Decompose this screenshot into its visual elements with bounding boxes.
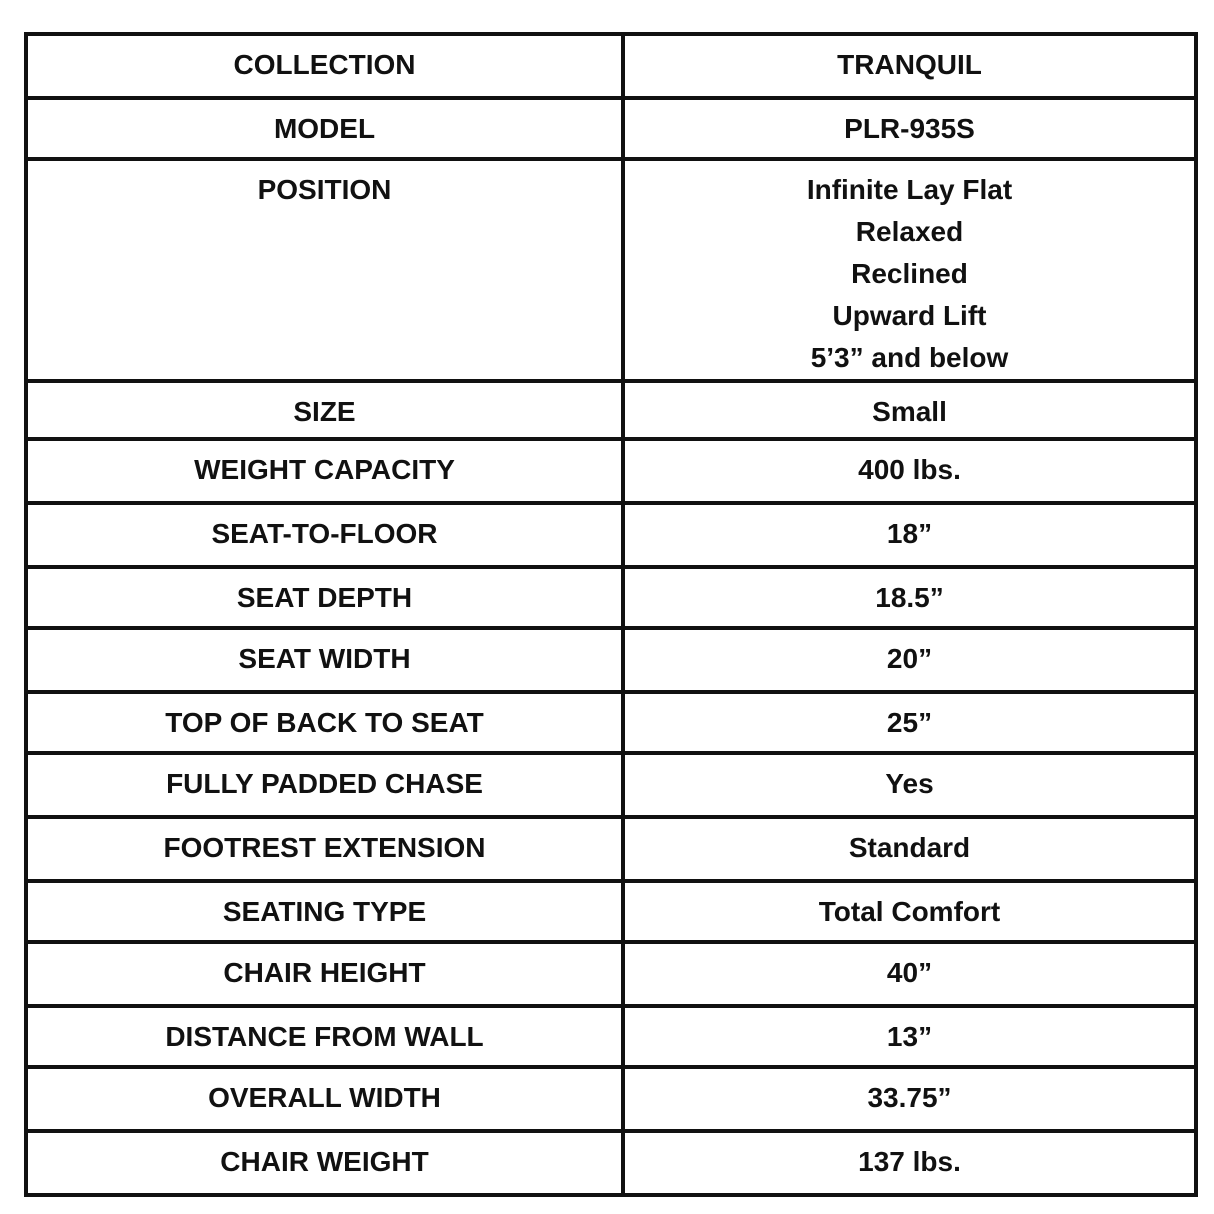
spec-row: [26, 439, 1196, 503]
spec-label: SEATING TYPE: [26, 881, 623, 942]
spec-value-line: 5’3” and below: [810, 342, 1009, 373]
spec-row: [26, 381, 1196, 439]
spec-value: [623, 942, 1196, 1006]
spec-value: [623, 817, 1196, 881]
spec-value-line: 40”: [886, 957, 933, 988]
spec-value-line: Small: [872, 396, 947, 427]
spec-row: [26, 34, 1196, 98]
spec-label: COLLECTION: [26, 34, 623, 98]
spec-value-line: 33.75”: [867, 1082, 952, 1113]
spec-value-line: TRANQUIL: [837, 49, 982, 80]
spec-value-line: Standard: [848, 832, 971, 863]
spec-row: [26, 1131, 1196, 1195]
spec-value-line: 18”: [886, 518, 933, 549]
spec-row: [26, 1067, 1196, 1131]
spec-label: CHAIR WEIGHT: [26, 1131, 623, 1195]
spec-row: [26, 817, 1196, 881]
spec-value-line: PLR-935S: [844, 113, 975, 144]
spec-table: [24, 32, 1198, 1197]
spec-value-line: 20”: [886, 643, 933, 674]
spec-row: [26, 753, 1196, 817]
spec-value: [623, 753, 1196, 817]
spec-value-line: Infinite Lay Flat: [806, 174, 1013, 205]
spec-row: [26, 159, 1196, 381]
spec-label: DISTANCE FROM WALL: [26, 1006, 623, 1067]
spec-value: [623, 1006, 1196, 1067]
spec-row: [26, 692, 1196, 753]
spec-row: [26, 628, 1196, 692]
spec-value: [623, 439, 1196, 503]
spec-label: TOP OF BACK TO SEAT: [26, 692, 623, 753]
spec-value-line: Total Comfort: [818, 896, 1001, 927]
spec-label: WEIGHT CAPACITY: [26, 439, 623, 503]
spec-row: [26, 1006, 1196, 1067]
spec-value: [623, 567, 1196, 628]
spec-value: [623, 34, 1196, 98]
spec-row: [26, 881, 1196, 942]
spec-label: OVERALL WIDTH: [26, 1067, 623, 1131]
spec-label: SEAT DEPTH: [26, 567, 623, 628]
spec-table-body: [26, 34, 1196, 1195]
spec-label: FOOTREST EXTENSION: [26, 817, 623, 881]
spec-label: SEAT-TO-FLOOR: [26, 503, 623, 567]
spec-value-line: 18.5”: [875, 582, 944, 613]
spec-value-line: Relaxed: [855, 216, 964, 247]
spec-label: POSITION: [26, 159, 623, 381]
spec-row: [26, 942, 1196, 1006]
spec-value: [623, 628, 1196, 692]
spec-value-line: 13”: [886, 1021, 933, 1052]
spec-value-line: Reclined: [851, 258, 968, 289]
spec-value: [623, 1067, 1196, 1131]
spec-value: [623, 98, 1196, 159]
spec-value-line: 400 lbs.: [858, 454, 961, 485]
spec-row: [26, 98, 1196, 159]
spec-value-line: 25”: [886, 707, 933, 738]
spec-value: [623, 1131, 1196, 1195]
spec-value: [623, 692, 1196, 753]
spec-label: CHAIR HEIGHT: [26, 942, 623, 1006]
spec-value-line: Upward Lift: [832, 300, 987, 331]
spec-value-line: Yes: [885, 768, 934, 799]
spec-label: FULLY PADDED CHASE: [26, 753, 623, 817]
spec-value: [623, 881, 1196, 942]
spec-row: [26, 503, 1196, 567]
spec-row: [26, 567, 1196, 628]
spec-value: [623, 159, 1196, 381]
spec-label: SIZE: [26, 381, 623, 439]
spec-value-line: 137 lbs.: [858, 1146, 961, 1177]
spec-value: [623, 381, 1196, 439]
spec-value: [623, 503, 1196, 567]
spec-label: SEAT WIDTH: [26, 628, 623, 692]
spec-label: MODEL: [26, 98, 623, 159]
